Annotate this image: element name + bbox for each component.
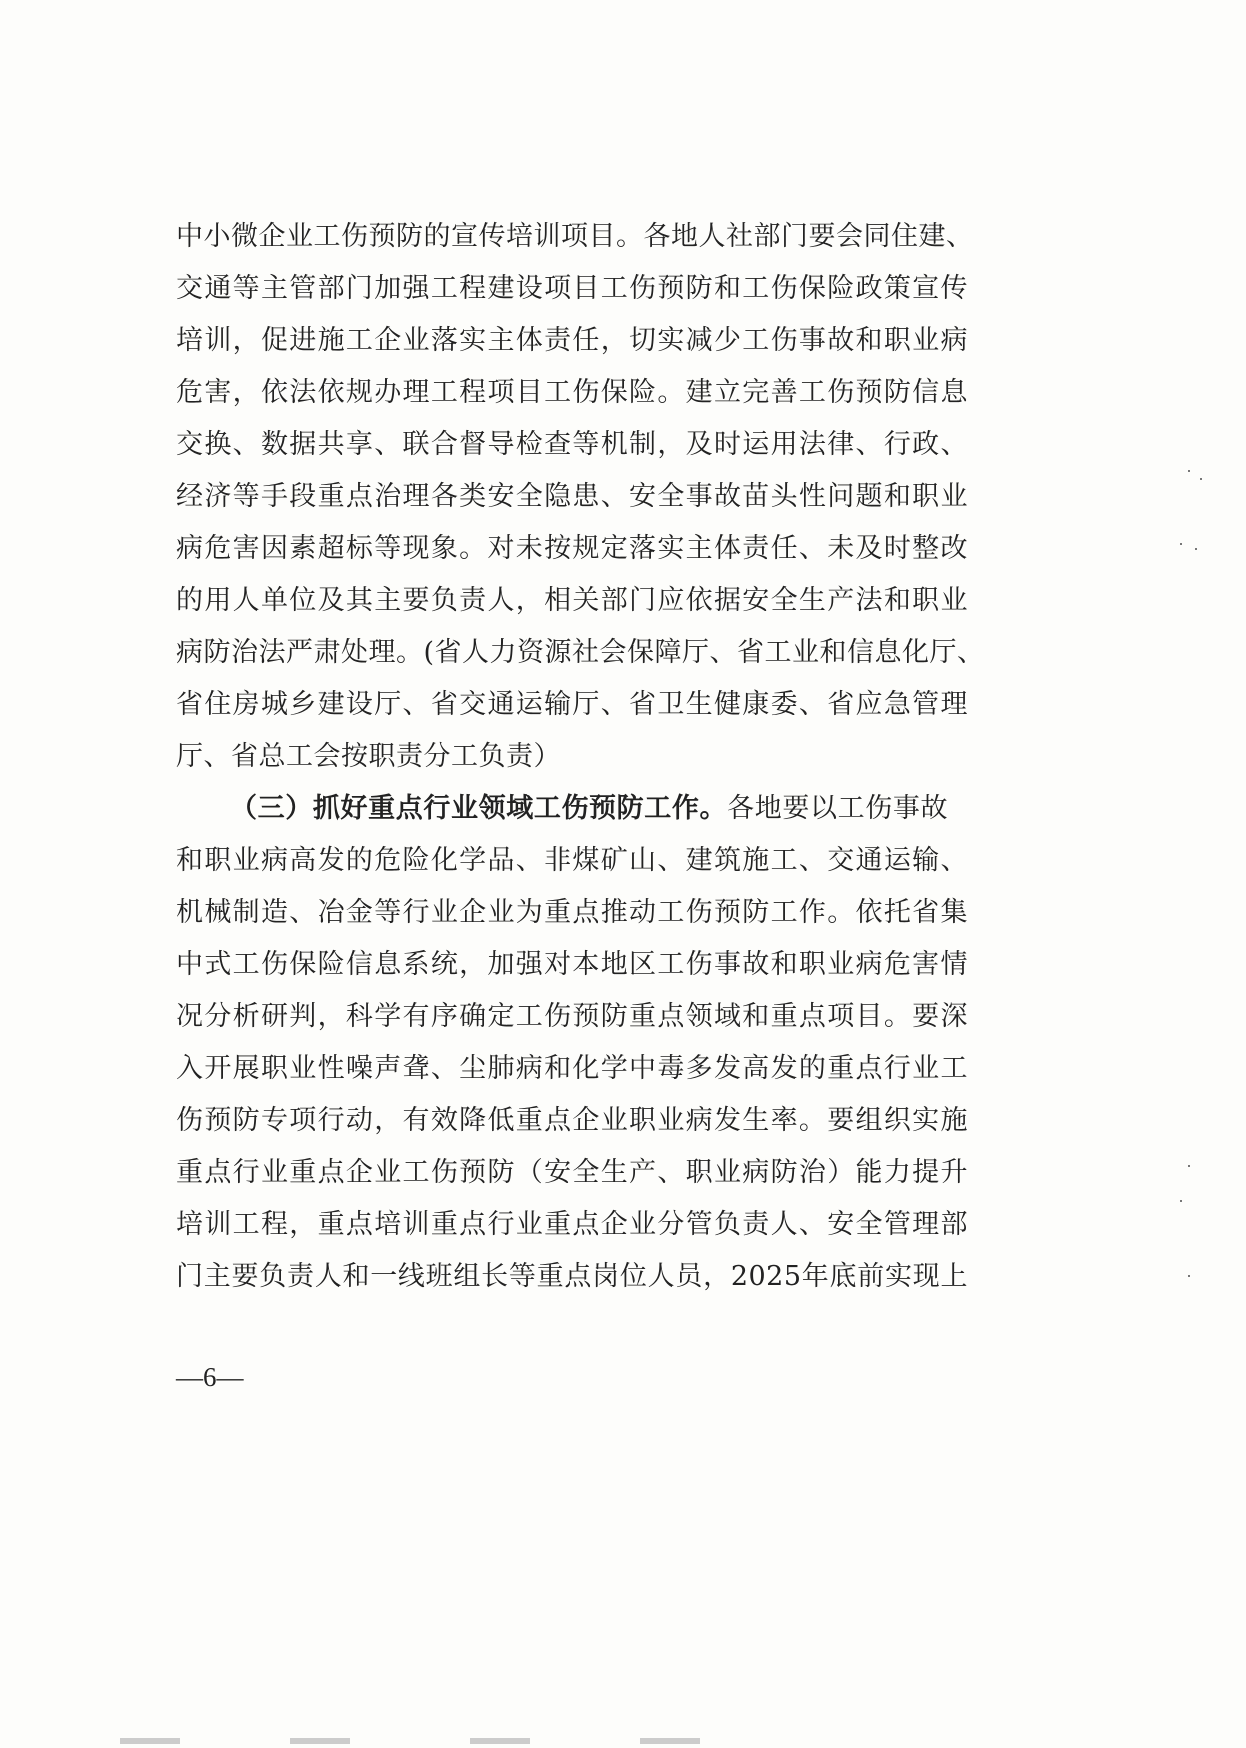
body-line: 经济等手段重点治理各类安全隐患、安全事故苗头性问题和职业	[176, 481, 968, 512]
body-line: 省住房城乡建设厅、省交通运输厅、省卫生健康委、省应急管理	[176, 689, 968, 720]
body-line: 况分析研判，科学有序确定工伤预防重点领域和重点项目。要深	[176, 1001, 968, 1032]
scan-speck	[1188, 470, 1190, 472]
scan-speck	[1195, 548, 1197, 550]
body-line: 培训工程，重点培训重点行业重点企业分管负责人、安全管理部	[176, 1209, 968, 1240]
body-line: 培训，促进施工企业落实主体责任，切实减少工伤事故和职业病	[176, 325, 968, 356]
section-heading-tail: 各地要以工伤事故	[727, 793, 949, 824]
scan-speck	[1188, 1165, 1190, 1167]
body-line: 中小微企业工伤预防的宣传培训项目。各地人社部门要会同住建、	[176, 221, 974, 252]
body-line: 入开展职业性噪声聋、尘肺病和化学中毒多发高发的重点行业工	[176, 1053, 968, 1084]
body-line: 和职业病高发的危险化学品、非煤矿山、建筑施工、交通运输、	[176, 845, 968, 876]
body-line: 病防治法严肃处理。(省人力资源社会保障厅、省工业和信息化厅、	[176, 637, 985, 668]
scan-edge-mark	[640, 1738, 700, 1744]
scan-edge-mark	[290, 1738, 350, 1744]
scan-edge-mark	[470, 1738, 530, 1744]
scan-speck	[1200, 478, 1202, 480]
section-heading: （三）抓好重点行业领域工伤预防工作。	[230, 793, 728, 824]
body-line: 交换、数据共享、联合督导检查等机制，及时运用法律、行政、	[176, 429, 968, 460]
scan-speck	[1180, 543, 1182, 545]
body-line: 厅、省总工会按职责分工负责）	[176, 741, 561, 772]
body-line: 交通等主管部门加强工程建设项目工伤预防和工伤保险政策宣传	[176, 273, 968, 304]
body-line: 门主要负责人和一线班组长等重点岗位人员，2025年底前实现上	[176, 1261, 968, 1292]
scan-edge-mark	[120, 1738, 180, 1744]
body-line: 危害，依法依规办理工程项目工伤保险。建立完善工伤预防信息	[176, 377, 968, 408]
body-line: 病危害因素超标等现象。对未按规定落实主体责任、未及时整改	[176, 533, 968, 564]
body-line: 重点行业重点企业工伤预防（安全生产、职业病防治）能力提升	[176, 1157, 968, 1188]
body-line: 机械制造、冶金等行业企业为重点推动工伤预防工作。依托省集	[176, 897, 968, 928]
body-line: 的用人单位及其主要负责人，相关部门应依据安全生产法和职业	[176, 585, 968, 616]
section-heading-line	[230, 789, 948, 829]
body-line: 中式工伤保险信息系统，加强对本地区工伤事故和职业病危害情	[176, 949, 968, 980]
page-number: —6—	[176, 1362, 244, 1392]
body-line: 伤预防专项行动，有效降低重点企业职业病发生率。要组织实施	[176, 1105, 968, 1136]
scan-speck	[1180, 1200, 1182, 1202]
scan-speck	[1188, 1275, 1190, 1277]
